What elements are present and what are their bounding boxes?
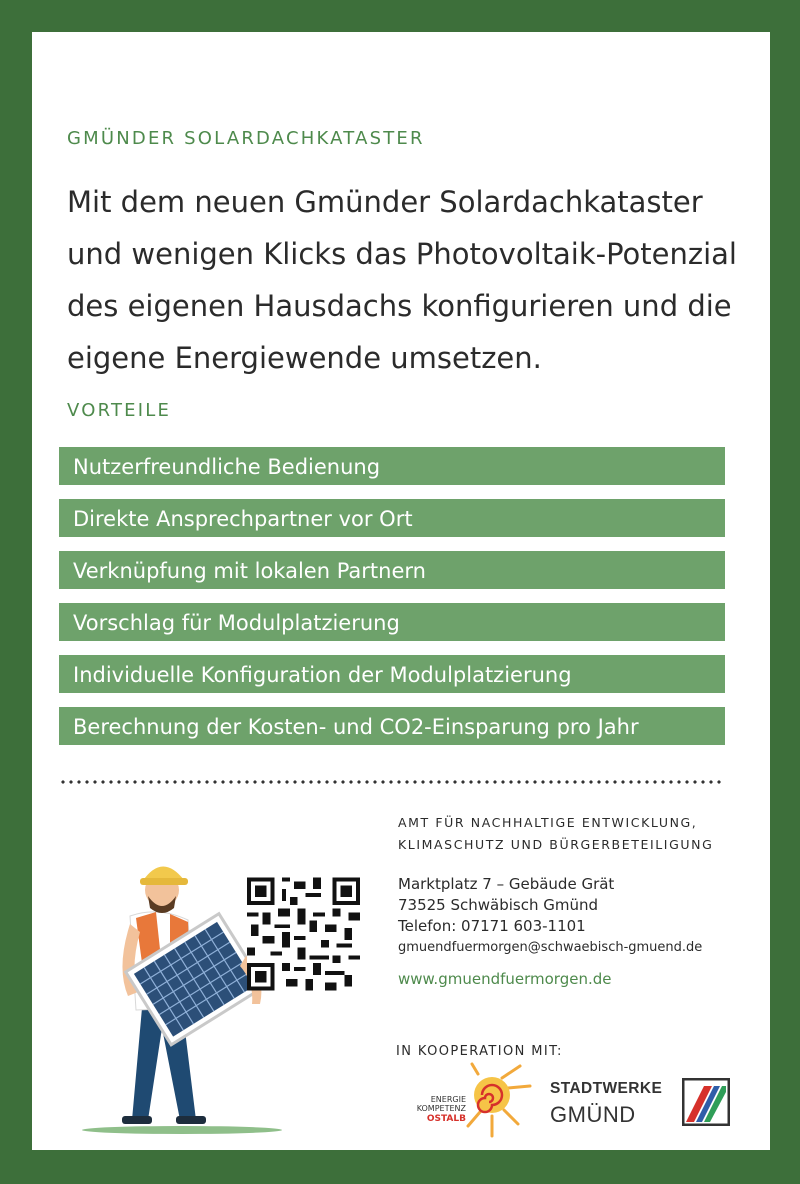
benefit-item: Direkte Ansprechpartner vor Ort — [59, 499, 725, 537]
dotted-divider — [59, 779, 725, 785]
lead-line: und wenigen Klicks das Photovoltaik-Potenzial — [67, 237, 737, 271]
phone: Telefon: 07171 603-1101 — [398, 917, 586, 935]
office-line: AMT FÜR NACHHALTIGE ENTWICKLUNG, — [398, 815, 698, 830]
address-block — [398, 874, 702, 958]
ostalb-line: OSTALB — [426, 1114, 466, 1124]
benefit-item: Berechnung der Kosten- und CO2-Einsparung pro Jahr — [59, 707, 725, 745]
energie-kompetenz-ostalb-logo — [392, 1062, 562, 1142]
lead-line: des eigenen Hausdachs konfigurieren und die — [67, 289, 732, 323]
flyer-card — [32, 32, 770, 1150]
city: 73525 Schwäbisch Gmünd — [398, 896, 599, 914]
office-name — [398, 812, 713, 856]
qr-code-icon — [247, 875, 360, 993]
cooperation-label: IN KOOPERATION MIT: — [396, 1044, 563, 1059]
stadtwerke-stripes-icon — [682, 1078, 730, 1126]
stadtwerke-city: GMÜND — [550, 1102, 636, 1127]
benefit-item: Vorschlag für Modulplatzierung — [59, 603, 725, 641]
benefits-list — [59, 447, 725, 759]
lead-text — [67, 176, 757, 384]
street: Marktplatz 7 – Gebäude Grät — [398, 875, 615, 893]
kompetenz-line: KOMPETENZ — [416, 1104, 466, 1113]
benefit-item: Individuelle Konfiguration der Modulplatzierung — [59, 655, 725, 693]
website-link[interactable]: www.gmuendfuermorgen.de — [398, 970, 612, 988]
section-eyebrow: GMÜNDER SOLARDACHKATASTER — [67, 128, 425, 149]
benefit-item: Nutzerfreundliche Bedienung — [59, 447, 725, 485]
lead-line: eigene Energiewende umsetzen. — [67, 341, 542, 375]
benefit-item: Verknüpfung mit lokalen Partnern — [59, 551, 725, 589]
email-link[interactable]: gmuendfuermorgen@schwaebisch-gmuend.de — [398, 940, 703, 955]
office-line: KLIMASCHUTZ UND BÜRGERBETEILIGUNG — [398, 837, 714, 852]
lead-line: Mit dem neuen Gmünder Solardachkataster — [67, 185, 703, 219]
energie-line: ENERGIE — [430, 1095, 466, 1104]
stadtwerke-name: STADTWERKE — [550, 1080, 663, 1097]
benefits-title: VORTEILE — [67, 400, 172, 421]
